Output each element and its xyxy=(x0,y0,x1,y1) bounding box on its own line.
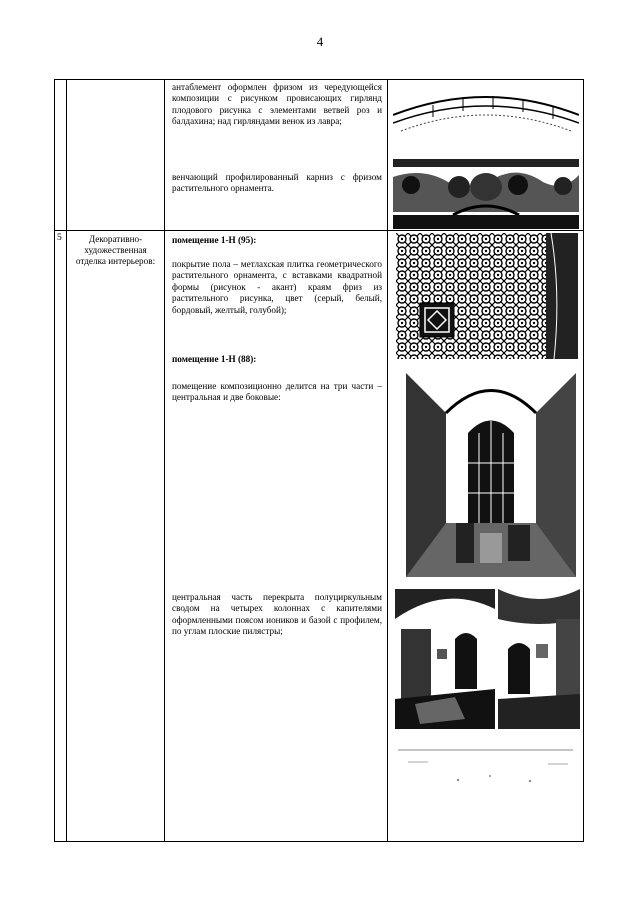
photo-central-hall xyxy=(406,373,576,577)
text-room-composition: помещение композиционно делится на три части – центральная и две боковые: xyxy=(172,381,382,403)
text-cornice: венчающий профилированный карниз с фризом растительного орнамента. xyxy=(172,172,382,194)
text-central-vault: центральная часть перекрыта полуциркульным сводом на четырех колоннах с капителями оформленными поясом иоников и базой с профилем, по углам плоские пилястры; xyxy=(172,592,382,637)
attributes-table xyxy=(54,79,584,842)
heading-room-88: помещение 1-Н (88): xyxy=(172,354,257,364)
photo-faint-fragment xyxy=(398,746,573,786)
row-number: 5 xyxy=(57,233,62,243)
table-border-left xyxy=(54,79,55,842)
photo-tile-floor xyxy=(396,233,578,359)
row-divider xyxy=(54,230,584,231)
column-divider-1 xyxy=(66,79,67,842)
text-floor-tiles: покрытие пола – метлахская плитка геометрического растительного орнамента, с вставками квадратной формы (рисунок - акант) краям фриз из растительного рисунка, цвет (серый, белый, бордовый, желтый, голубой); xyxy=(172,259,382,315)
photo-facade-frieze xyxy=(393,87,579,229)
column-divider-3 xyxy=(387,79,388,842)
text-entablature: антаблемент оформлен фризом из чередующейся композиции с рисунком провисающих гирлянд плодового рисунка с элементами ветвей роз и балдахина; над гирляндами венок из лавра; xyxy=(172,82,382,127)
heading-room-95: помещение 1-Н (95): xyxy=(172,235,257,245)
photo-vault-left xyxy=(395,589,495,729)
page-number: 4 xyxy=(316,34,324,49)
photo-vault-right xyxy=(498,589,580,729)
table-border-top xyxy=(54,79,584,80)
category-label: Декоративно-художественная отделка интерьеров: xyxy=(75,234,156,266)
table-border-right xyxy=(583,79,584,842)
table-border-bottom xyxy=(54,841,584,842)
column-divider-2 xyxy=(164,79,165,842)
